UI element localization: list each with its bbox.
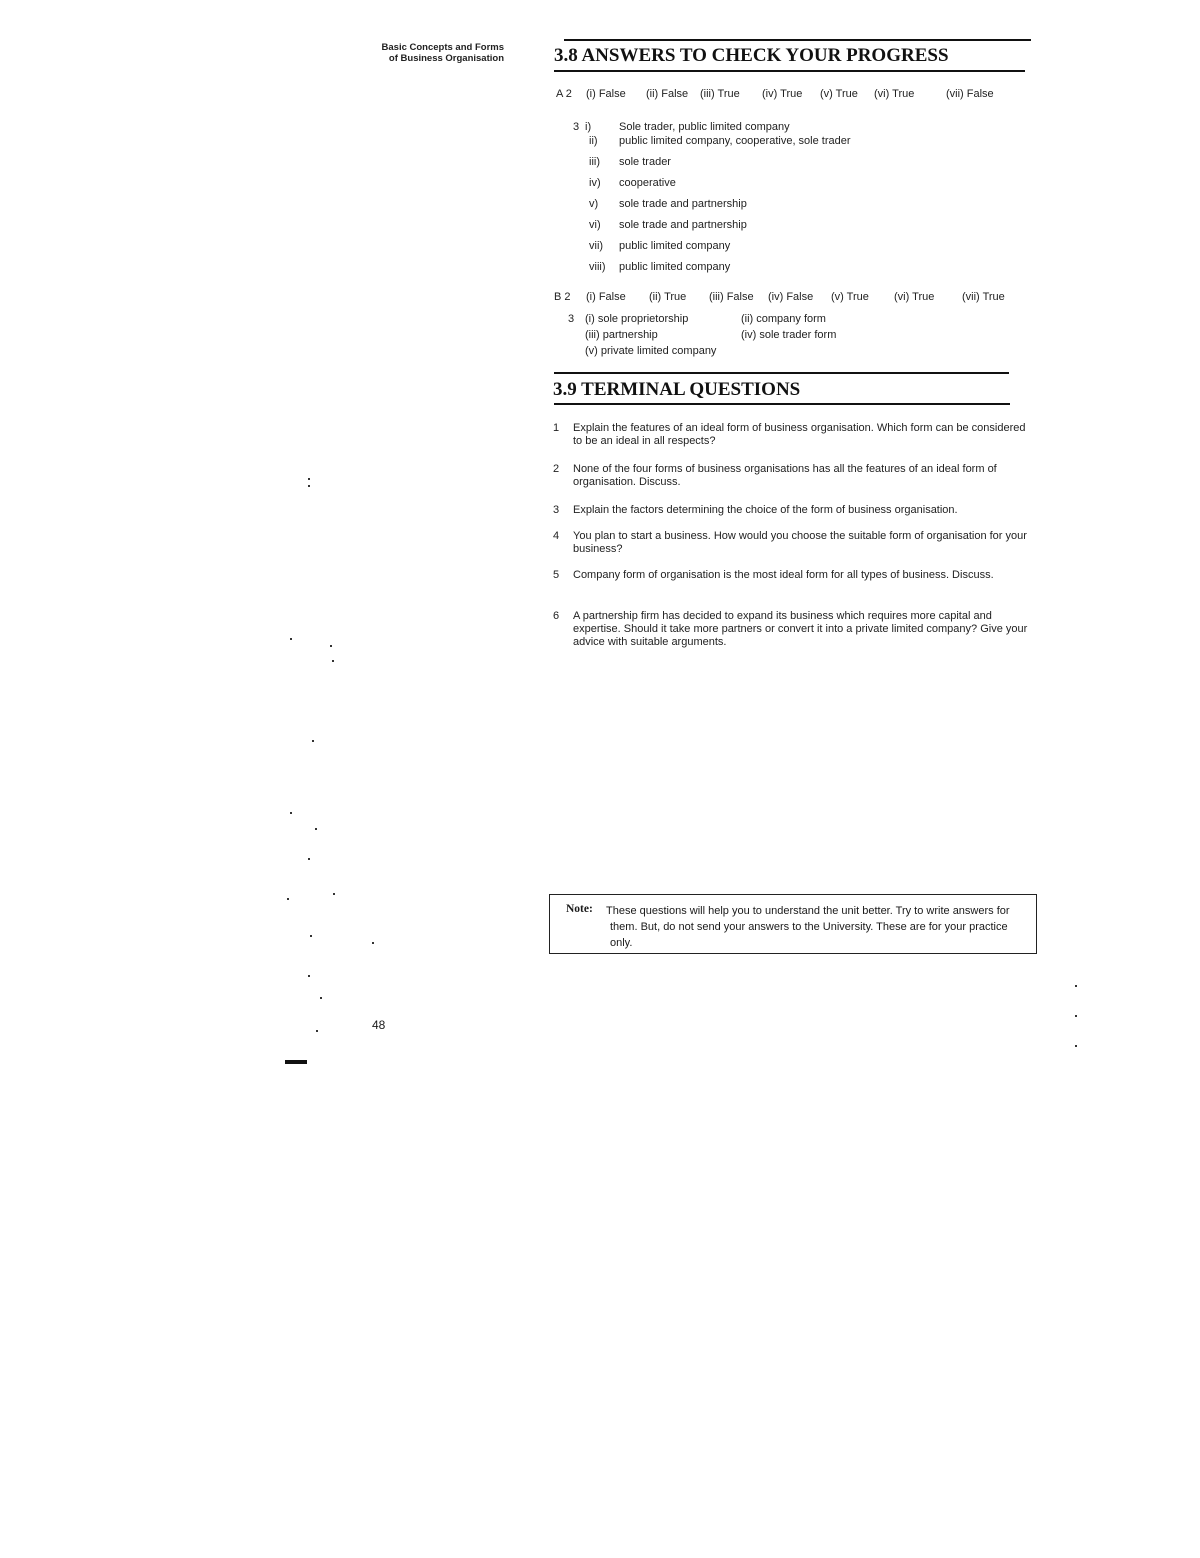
section-38-bottom-rule <box>554 70 1025 72</box>
scan-speck <box>1075 1015 1077 1017</box>
section-39-top-rule <box>554 372 1009 374</box>
a3-item-num: v) <box>589 198 599 210</box>
section-38-top-rule <box>564 39 1031 41</box>
a3-item-text: Sole trader, public limited company <box>619 121 790 133</box>
answer-b-2: (ii) True <box>649 291 687 303</box>
a3-item-num: vi) <box>589 219 601 231</box>
scan-speck <box>310 935 312 937</box>
a3-item-text: public limited company <box>619 261 731 273</box>
scan-speck <box>308 858 310 860</box>
answer-b-6: (vi) True <box>894 291 935 303</box>
a3-item-text: sole trade and partnership <box>619 219 747 231</box>
answers-b-label: B 2 <box>554 291 571 303</box>
question-number: 4 <box>553 530 560 542</box>
answer-b-4: (iv) False <box>768 291 814 303</box>
a3-item-text: sole trader <box>619 156 671 168</box>
a3-item-num: iv) <box>589 177 601 189</box>
answers-a-row <box>556 88 1026 102</box>
question-text: Explain the factors determining the choice of the form of business organisation. <box>573 504 958 516</box>
running-head-line-1: Basic Concepts and Forms <box>381 42 504 53</box>
scan-speck <box>1075 1045 1077 1047</box>
question-number: 3 <box>553 504 560 516</box>
a3-item-text: cooperative <box>619 177 676 189</box>
running-head-line-2: of Business Organisation <box>388 53 504 64</box>
scan-speck <box>312 740 314 742</box>
answer-a-3: (iii) True <box>700 88 740 100</box>
question-text: Company form of organisation is the most ideal form for all types of business. Discuss. <box>573 569 994 581</box>
question-number: 1 <box>553 422 560 434</box>
answer-b-5: (v) True <box>831 291 869 303</box>
question-number: 5 <box>553 569 560 581</box>
scan-speck <box>290 638 292 640</box>
terminal-question <box>553 530 1035 560</box>
scan-speck <box>372 942 374 944</box>
running-head <box>330 42 504 64</box>
question-text: You plan to start a business. How would you choose the suitable form of organisation for your business? <box>573 530 1027 555</box>
section-39-bottom-rule <box>554 403 1010 405</box>
scan-speck <box>290 812 292 814</box>
question-text: A partnership firm has decided to expand its business which requires more capital and expertise. Should it take more partners or convert it into a private limited company? Give your advice with suitable arguments. <box>573 610 1028 648</box>
scan-speck <box>308 485 310 487</box>
a3-item-num: i) <box>585 121 592 133</box>
a3-item-num: vii) <box>589 240 604 252</box>
section-39-title: 3.9 TERMINAL QUESTIONS <box>553 379 801 400</box>
question-text: Explain the features of an ideal form of business organisation. Which form can be considered to be an ideal in all respects? <box>573 422 1026 447</box>
a3-item-text: public limited company <box>619 240 731 252</box>
a3-item-num: ii) <box>589 135 598 147</box>
b3-item: (ii) company form <box>741 313 826 325</box>
answer-b-1: (i) False <box>586 291 626 303</box>
answers-b3-label: 3 <box>568 313 575 325</box>
scan-speck <box>330 645 332 647</box>
question-text: None of the four forms of business organisations has all the features of an ideal form of organisation. Discuss. <box>573 463 997 488</box>
answer-a-6: (vi) True <box>874 88 915 100</box>
a3-item-num: viii) <box>589 261 606 273</box>
scan-speck <box>320 997 322 999</box>
footer-mark <box>285 1060 307 1064</box>
a3-item-num: iii) <box>589 156 600 168</box>
scan-speck <box>316 1030 318 1032</box>
answer-a-5: (v) True <box>820 88 858 100</box>
answer-b-3: (iii) False <box>709 291 754 303</box>
answers-a-label: A 2 <box>556 88 572 100</box>
note-box <box>549 894 1037 954</box>
answer-a-2: (ii) False <box>646 88 689 100</box>
terminal-question <box>553 504 1035 520</box>
note-label: Note: <box>566 903 593 915</box>
terminal-question <box>553 569 1035 599</box>
answer-a-4: (iv) True <box>762 88 803 100</box>
terminal-question <box>553 463 1035 493</box>
question-number: 6 <box>553 610 560 622</box>
a3-item-text: sole trade and partnership <box>619 198 747 210</box>
scan-speck <box>315 828 317 830</box>
answers-a3-label: 3 <box>573 121 580 133</box>
terminal-question <box>553 610 1035 654</box>
page-number: 48 <box>372 1018 386 1032</box>
scan-speck <box>1075 985 1077 987</box>
answer-a-1: (i) False <box>586 88 626 100</box>
note-text: These questions will help you to understand the unit better. Try to write answers for them. But, do not send your answers to the University. These are for your practice only. <box>606 905 1010 949</box>
b3-item: (iv) sole trader form <box>741 329 837 341</box>
section-38-title: 3.8 ANSWERS TO CHECK YOUR PROGRESS <box>554 45 949 66</box>
answer-b-7: (vii) True <box>962 291 1005 303</box>
b3-item: (i) sole proprietorship <box>585 313 689 325</box>
question-number: 2 <box>553 463 560 475</box>
a3-item-text: public limited company, cooperative, sole trader <box>619 135 851 147</box>
answers-b-row <box>554 291 1024 305</box>
scan-speck <box>333 893 335 895</box>
scan-speck <box>332 660 334 662</box>
scan-speck <box>287 898 289 900</box>
scan-speck <box>308 975 310 977</box>
b3-item: (v) private limited company <box>585 345 717 357</box>
scan-speck <box>308 478 310 480</box>
b3-item: (iii) partnership <box>585 329 658 341</box>
terminal-question <box>553 422 1035 452</box>
answer-a-7: (vii) False <box>946 88 994 100</box>
